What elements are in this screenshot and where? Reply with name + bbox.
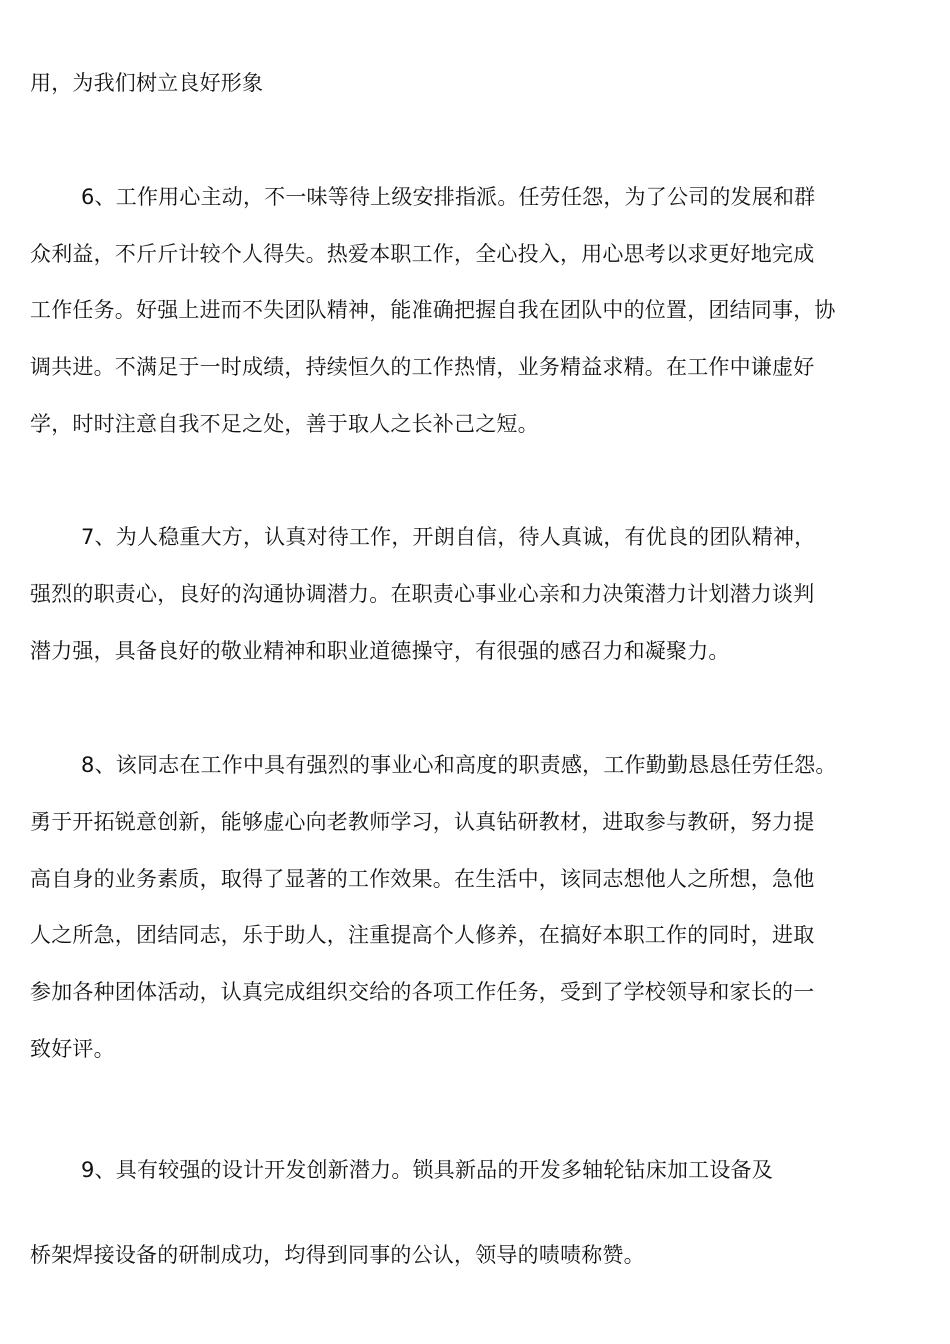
- paragraph-9-line-2: 桥架焊接设备的研制成功，均得到同事的公认，领导的啧啧称赞。: [30, 1243, 645, 1267]
- paragraph-5-line-end: 用，为我们树立良好形象: [30, 71, 264, 95]
- paragraph-8-line-4: 人之所急，团结同志，乐于助人，注重提高个人修养，在搞好本职工作的同时，进取: [30, 923, 815, 947]
- paragraph-6-line-3: 工作任务。好强上进而不失团队精神，能准确把握自我在团队中的位置，团结同事，协: [30, 298, 836, 322]
- paragraph-6-line-5: 学，时时注意自我不足之处，善于取人之长补己之短。: [30, 412, 539, 436]
- paragraph-6-line-2: 众利益，不斤斤计较个人得失。热爱本职工作，全心投入，用心思考以求更好地完成: [30, 242, 815, 266]
- paragraph-6-line-4: 调共进。不满足于一时成绩，持续恒久的工作热情，业务精益求精。在工作中谦虚好: [30, 355, 815, 379]
- paragraph-8-line-1: 8、该同志在工作中具有强烈的事业心和高度的职责感，工作勤勤恳恳任劳任怨。: [81, 753, 837, 777]
- paragraph-8-line-2: 勇于开拓锐意创新，能够虚心向老教师学习，认真钻研教材，进取参与教研，努力提: [30, 810, 815, 834]
- paragraph-6-line-1: 6、工作用心主动，不一味等待上级安排指派。任劳任怨，为了公司的发展和群: [81, 185, 816, 209]
- paragraph-7-line-3: 潜力强，具备良好的敬业精神和职业道德操守，有很强的感召力和凝聚力。: [30, 639, 730, 663]
- paragraph-8-line-3: 高自身的业务素质，取得了显著的工作效果。在生活中，该同志想他人之所想，急他: [30, 867, 815, 891]
- paragraph-9-line-1: 9、具有较强的设计开发创新潜力。锁具新品的开发多轴轮钻床加工设备及: [81, 1158, 773, 1182]
- paragraph-7-line-2: 强烈的职责心，良好的沟通协调潜力。在职责心事业心亲和力决策潜力计划潜力谈判: [30, 582, 815, 606]
- paragraph-8-line-5: 参加各种团体活动，认真完成组织交给的各项工作任务，受到了学校领导和家长的一: [30, 980, 815, 1004]
- paragraph-8-line-6: 致好评。: [30, 1037, 115, 1061]
- paragraph-7-line-1: 7、为人稳重大方，认真对待工作，开朗自信，待人真诚，有优良的团队精神，: [81, 525, 816, 549]
